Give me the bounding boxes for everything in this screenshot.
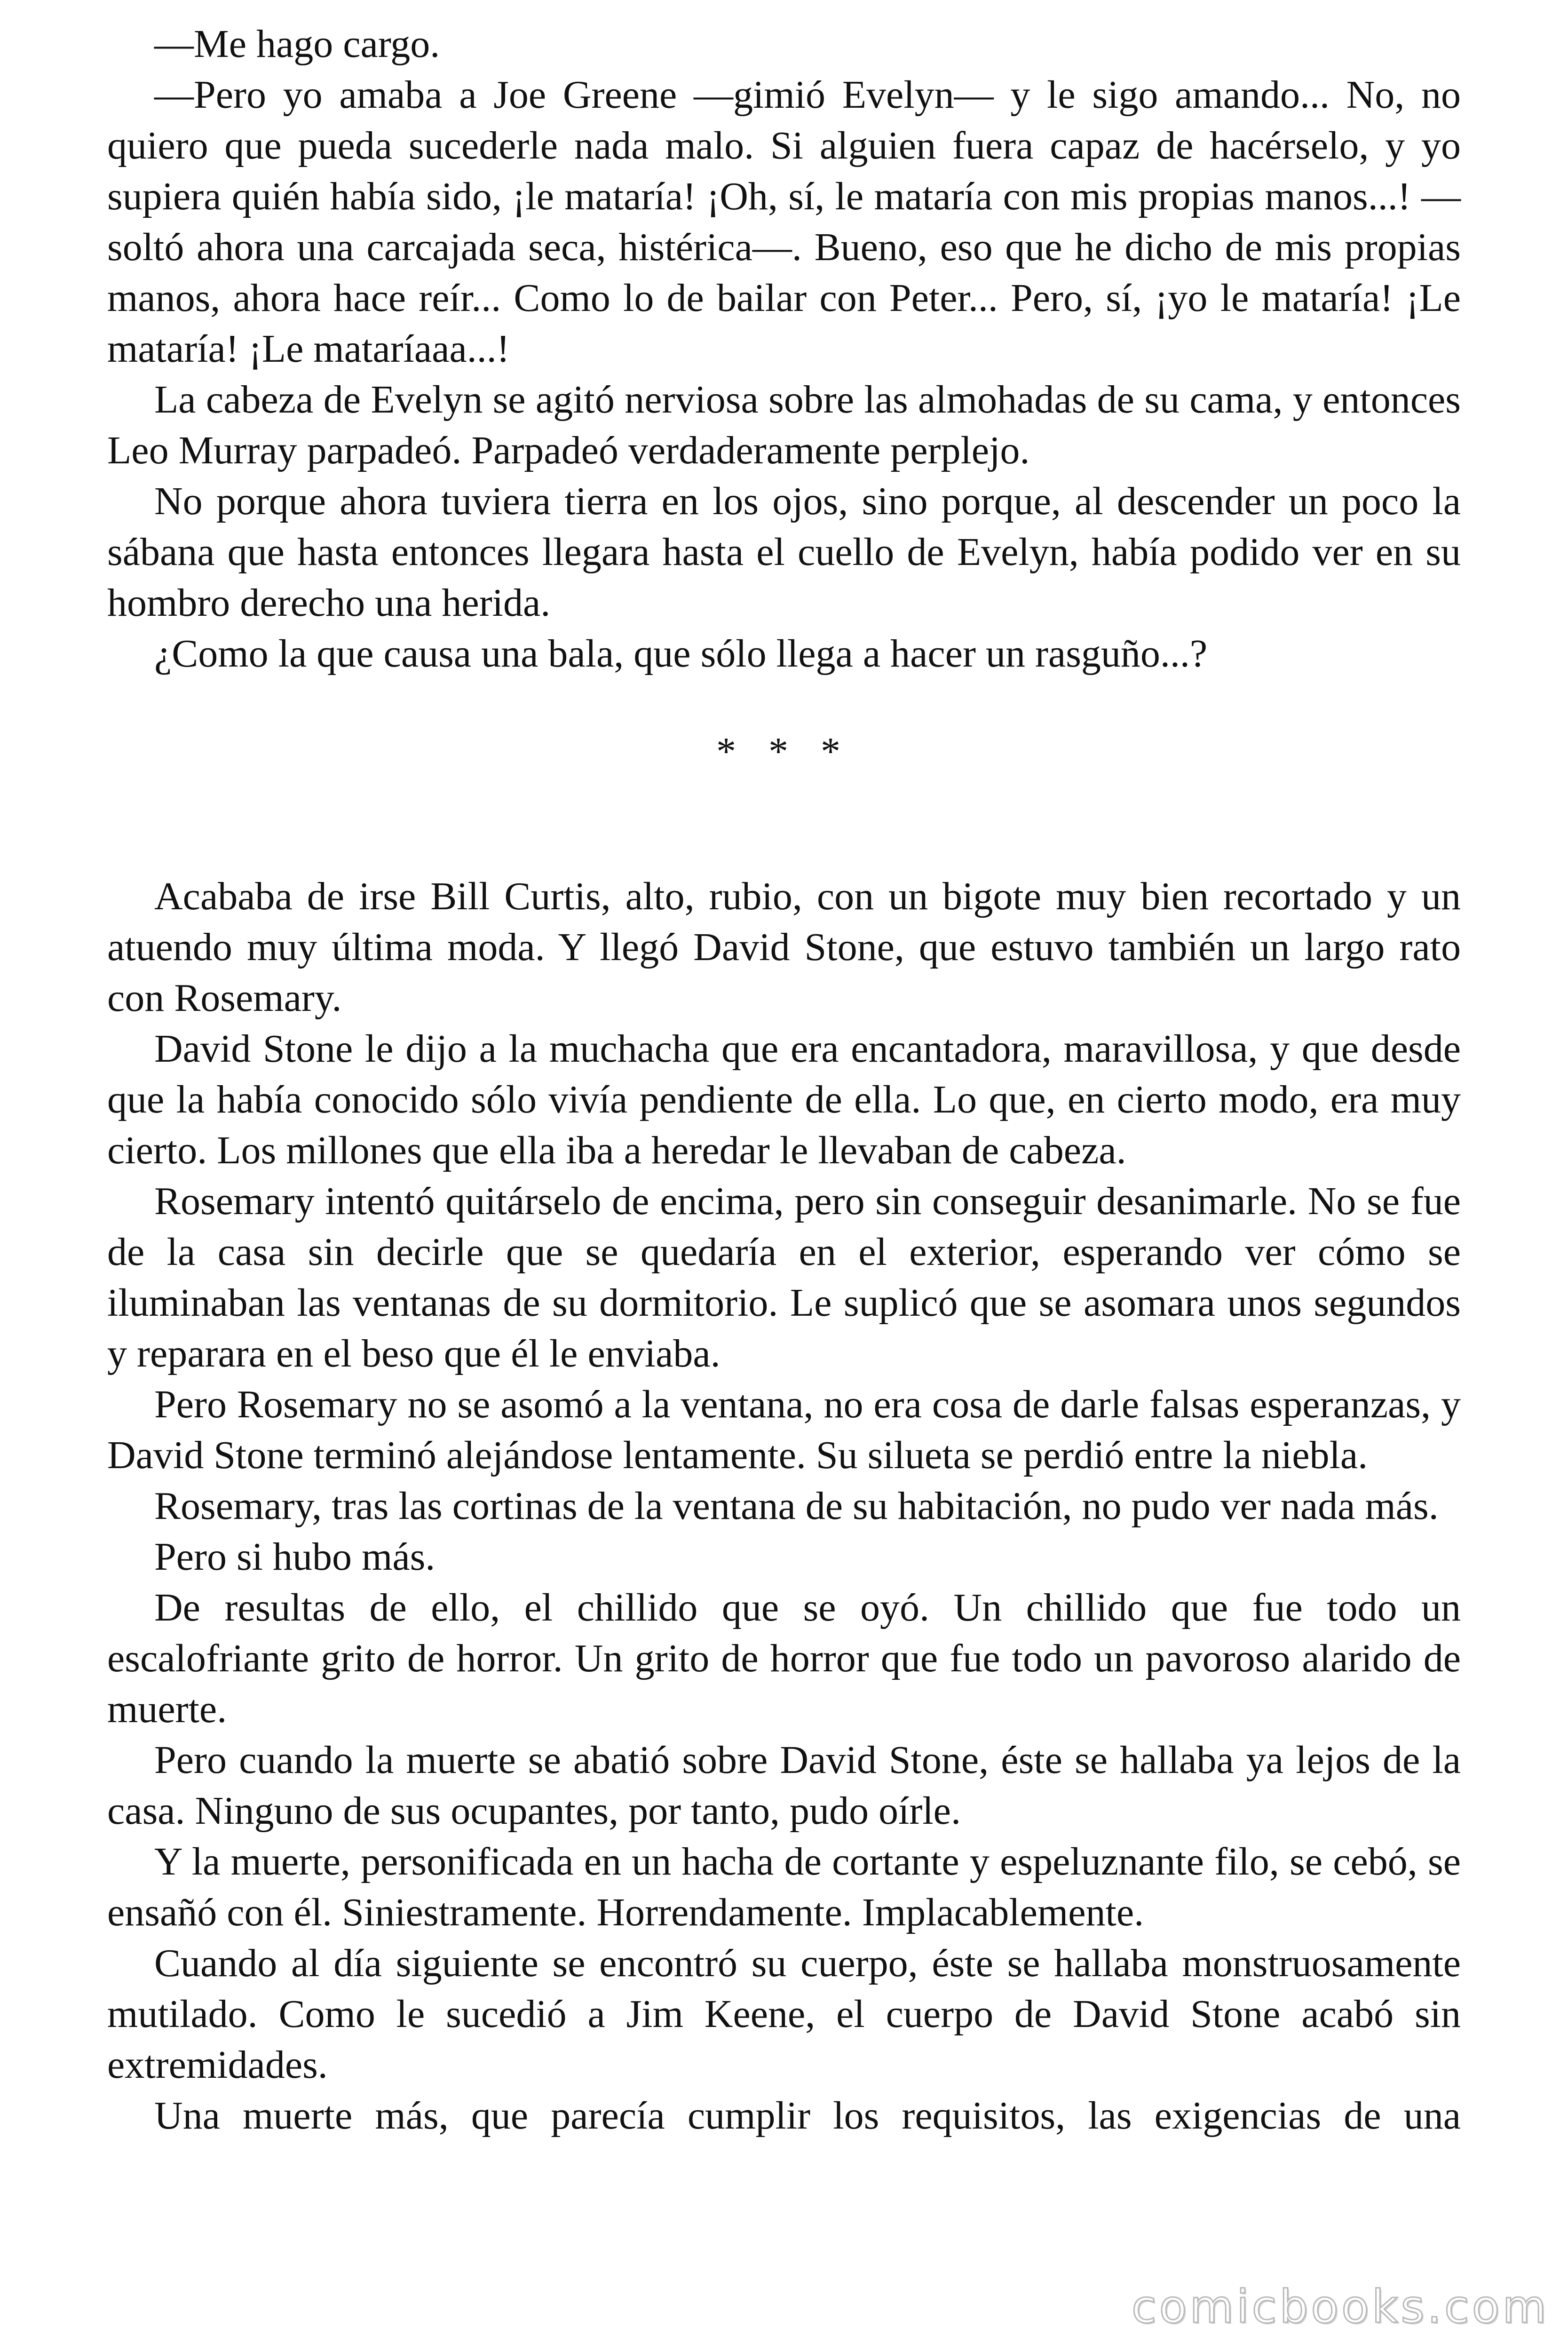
paragraph: De resultas de ello, el chillido que se oyó. Un chillido que fue todo un escalofriante grito de horror. Un grito de horror que fue todo un pavoroso alarido de muerte. <box>107 1586 1461 1731</box>
paragraph: No porque ahora tuviera tierra en los ojos, sino porque, al descender un poco la sábana que hasta entonces llegara hasta el cuello de Evelyn, había podido ver en su hombro derecho una herida. <box>107 479 1461 625</box>
paragraph: Pero cuando la muerte se abatió sobre David Stone, éste se hallaba ya lejos de la casa. Ninguno de sus ocupantes, por tanto, pudo oírle. <box>107 1738 1461 1833</box>
paragraph-continued: Una muerte más, que parecía cumplir los requisitos, las exigencias de una <box>154 2094 1461 2137</box>
paragraph: La cabeza de Evelyn se agitó nerviosa sobre las almohadas de su cama, y entonces Leo Murray parpadeó. Parpadeó verdaderamente perplejo. <box>107 378 1461 472</box>
section-separator: * * * <box>716 730 852 773</box>
book-page <box>107 19 1461 2141</box>
paragraph: —Pero yo amaba a Joe Greene —gimió Evelyn— y le sigo amando... No, no quiero que pueda sucederle nada malo. Si alguien fuera capaz de hacérselo, y yo supiera quién había sido, ¡le mataría! ¡Oh, sí, le mataría con mis propias manos...! —soltó ahora una carcajada seca, histérica—. Bueno, eso que he dicho de mis propias manos, ahora hace reír... Como lo de bailar con Peter... Pero, sí, ¡yo le mataría! ¡Le mataría! ¡Le mataríaaa...! <box>107 73 1461 371</box>
paragraph: ¿Como la que causa una bala, que sólo llega a hacer un rasguño...? <box>154 632 1208 675</box>
paragraph: Cuando al día siguiente se encontró su cuerpo, éste se hallaba monstruosamente mutilado. Como le sucedió a Jim Keene, el cuerpo de David Stone acabó sin extremidades. <box>107 1941 1461 2087</box>
watermark: comicbooks.com <box>1131 2280 1549 2333</box>
paragraph: Pero Rosemary no se asomó a la ventana, no era cosa de darle falsas esperanzas, y David Stone terminó alejándose lentamente. Su silueta se perdió entre la niebla. <box>107 1383 1461 1477</box>
paragraph: Acababa de irse Bill Curtis, alto, rubio, con un bigote muy bien recortado y un atuendo muy última moda. Y llegó David Stone, que estuvo también un largo rato con Rosemary. <box>107 874 1461 1020</box>
paragraph: Rosemary, tras las cortinas de la ventana de su habitación, no pudo ver nada más. <box>154 1484 1439 1528</box>
paragraph: Rosemary intentó quitárselo de encima, pero sin conseguir desanimarle. No se fue de la casa sin decirle que se quedaría en el exterior, esperando ver cómo se iluminaban las ventanas de su dormitorio. Le suplicó que se asomara unos segundos y reparara en el beso que él le enviaba. <box>107 1179 1461 1375</box>
paragraph: Y la muerte, personificada en un hacha de cortante y espeluznante filo, se cebó, se ensañó con él. Siniestramente. Horrendamente. Implacablemente. <box>107 1840 1461 1934</box>
paragraph: Pero si hubo más. <box>154 1535 436 1579</box>
paragraph: David Stone le dijo a la muchacha que era encantadora, maravillosa, y que desde que la había conocido sólo vivía pendiente de ella. Lo que, en cierto modo, era muy cierto. Los millones que ella iba a heredar le llevaban de cabeza. <box>107 1027 1461 1172</box>
paragraph: —Me hago cargo. <box>154 22 440 66</box>
